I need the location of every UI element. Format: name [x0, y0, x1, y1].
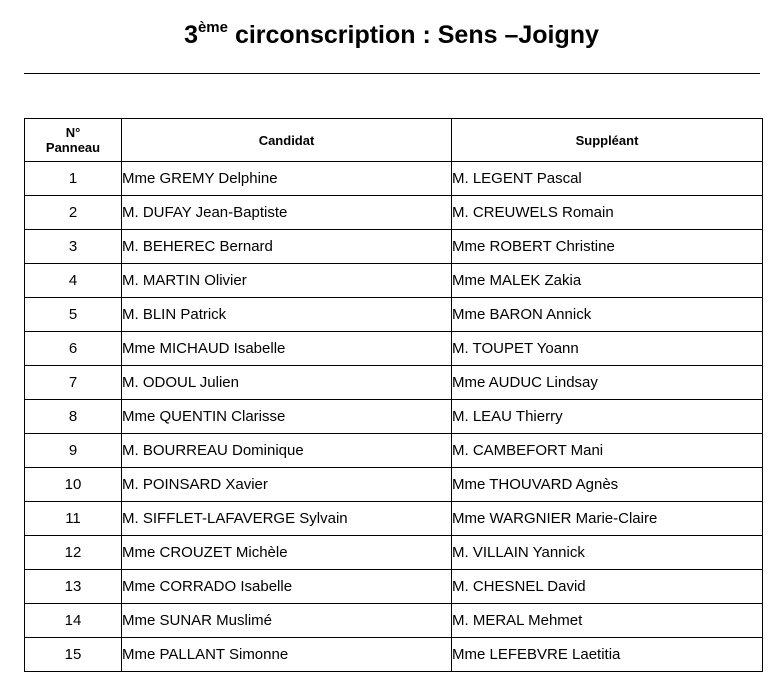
substitute-cell: Mme BARON Annick	[452, 298, 763, 332]
substitute-cell: M. LEAU Thierry	[452, 400, 763, 434]
candidate-cell: Mme GREMY Delphine	[122, 162, 452, 196]
panel-number-cell: 9	[25, 434, 122, 468]
horizontal-divider	[24, 73, 760, 74]
table-row	[25, 196, 763, 230]
table-body	[25, 162, 763, 672]
substitute-cell: M. LEGENT Pascal	[452, 162, 763, 196]
panel-number-cell: 13	[25, 570, 122, 604]
panel-number-cell: 12	[25, 536, 122, 570]
candidate-cell: M. ODOUL Julien	[122, 366, 452, 400]
table-row	[25, 570, 763, 604]
table-row	[25, 400, 763, 434]
candidate-cell: Mme CORRADO Isabelle	[122, 570, 452, 604]
candidates-table	[24, 118, 763, 672]
candidate-cell: Mme QUENTIN Clarisse	[122, 400, 452, 434]
candidate-cell: Mme SUNAR Muslimé	[122, 604, 452, 638]
substitute-cell: Mme THOUVARD Agnès	[452, 468, 763, 502]
panel-number-cell: 3	[25, 230, 122, 264]
substitute-cell: M. TOUPET Yoann	[452, 332, 763, 366]
substitute-cell: M. MERAL Mehmet	[452, 604, 763, 638]
candidate-cell: Mme CROUZET Michèle	[122, 536, 452, 570]
substitute-cell: Mme MALEK Zakia	[452, 264, 763, 298]
header-number-line2: Panneau	[45, 140, 101, 155]
substitute-cell: Mme ROBERT Christine	[452, 230, 763, 264]
panel-number-cell: 14	[25, 604, 122, 638]
candidate-cell: M. DUFAY Jean-Baptiste	[122, 196, 452, 230]
panel-number-cell: 10	[25, 468, 122, 502]
header-number-line1: N°	[65, 125, 81, 140]
table-row	[25, 332, 763, 366]
candidate-cell: M. BEHEREC Bernard	[122, 230, 452, 264]
panel-number-cell: 1	[25, 162, 122, 196]
substitute-cell: M. CHESNEL David	[452, 570, 763, 604]
candidate-cell: Mme MICHAUD Isabelle	[122, 332, 452, 366]
candidate-cell: M. POINSARD Xavier	[122, 468, 452, 502]
substitute-cell: M. VILLAIN Yannick	[452, 536, 763, 570]
substitute-cell: M. CAMBEFORT Mani	[452, 434, 763, 468]
table-row	[25, 536, 763, 570]
table-row	[25, 264, 763, 298]
table-row	[25, 468, 763, 502]
candidate-cell: M. BLIN Patrick	[122, 298, 452, 332]
panel-number-cell: 6	[25, 332, 122, 366]
substitute-cell: M. CREUWELS Romain	[452, 196, 763, 230]
substitute-cell: Mme WARGNIER Marie-Claire	[452, 502, 763, 536]
table-row	[25, 502, 763, 536]
table-row	[25, 604, 763, 638]
table-row	[25, 366, 763, 400]
substitute-cell: Mme LEFEBVRE Laetitia	[452, 638, 763, 672]
substitute-cell: Mme AUDUC Lindsay	[452, 366, 763, 400]
panel-number-cell: 5	[25, 298, 122, 332]
table-row	[25, 230, 763, 264]
table-row	[25, 298, 763, 332]
table-row	[25, 434, 763, 468]
panel-number-cell: 11	[25, 502, 122, 536]
header-candidate: Candidat	[122, 119, 452, 162]
header-substitute: Suppléant	[452, 119, 763, 162]
table-row	[25, 162, 763, 196]
table-row	[25, 638, 763, 672]
panel-number-cell: 8	[25, 400, 122, 434]
candidate-cell: M. SIFFLET-LAFAVERGE Sylvain	[122, 502, 452, 536]
candidate-cell: M. MARTIN Olivier	[122, 264, 452, 298]
title-text: circonscription : Sens –Joigny	[228, 21, 599, 49]
panel-number-cell: 7	[25, 366, 122, 400]
panel-number-cell: 15	[25, 638, 122, 672]
table-header-row	[25, 119, 763, 162]
panel-number-cell: 2	[25, 196, 122, 230]
panel-number-cell: 4	[25, 264, 122, 298]
page-title	[0, 17, 783, 53]
title-number: 3	[184, 21, 198, 49]
candidate-cell: M. BOURREAU Dominique	[122, 434, 452, 468]
title-superscript: ème	[197, 19, 228, 36]
candidate-cell: Mme PALLANT Simonne	[122, 638, 452, 672]
header-panel-number	[25, 119, 122, 162]
